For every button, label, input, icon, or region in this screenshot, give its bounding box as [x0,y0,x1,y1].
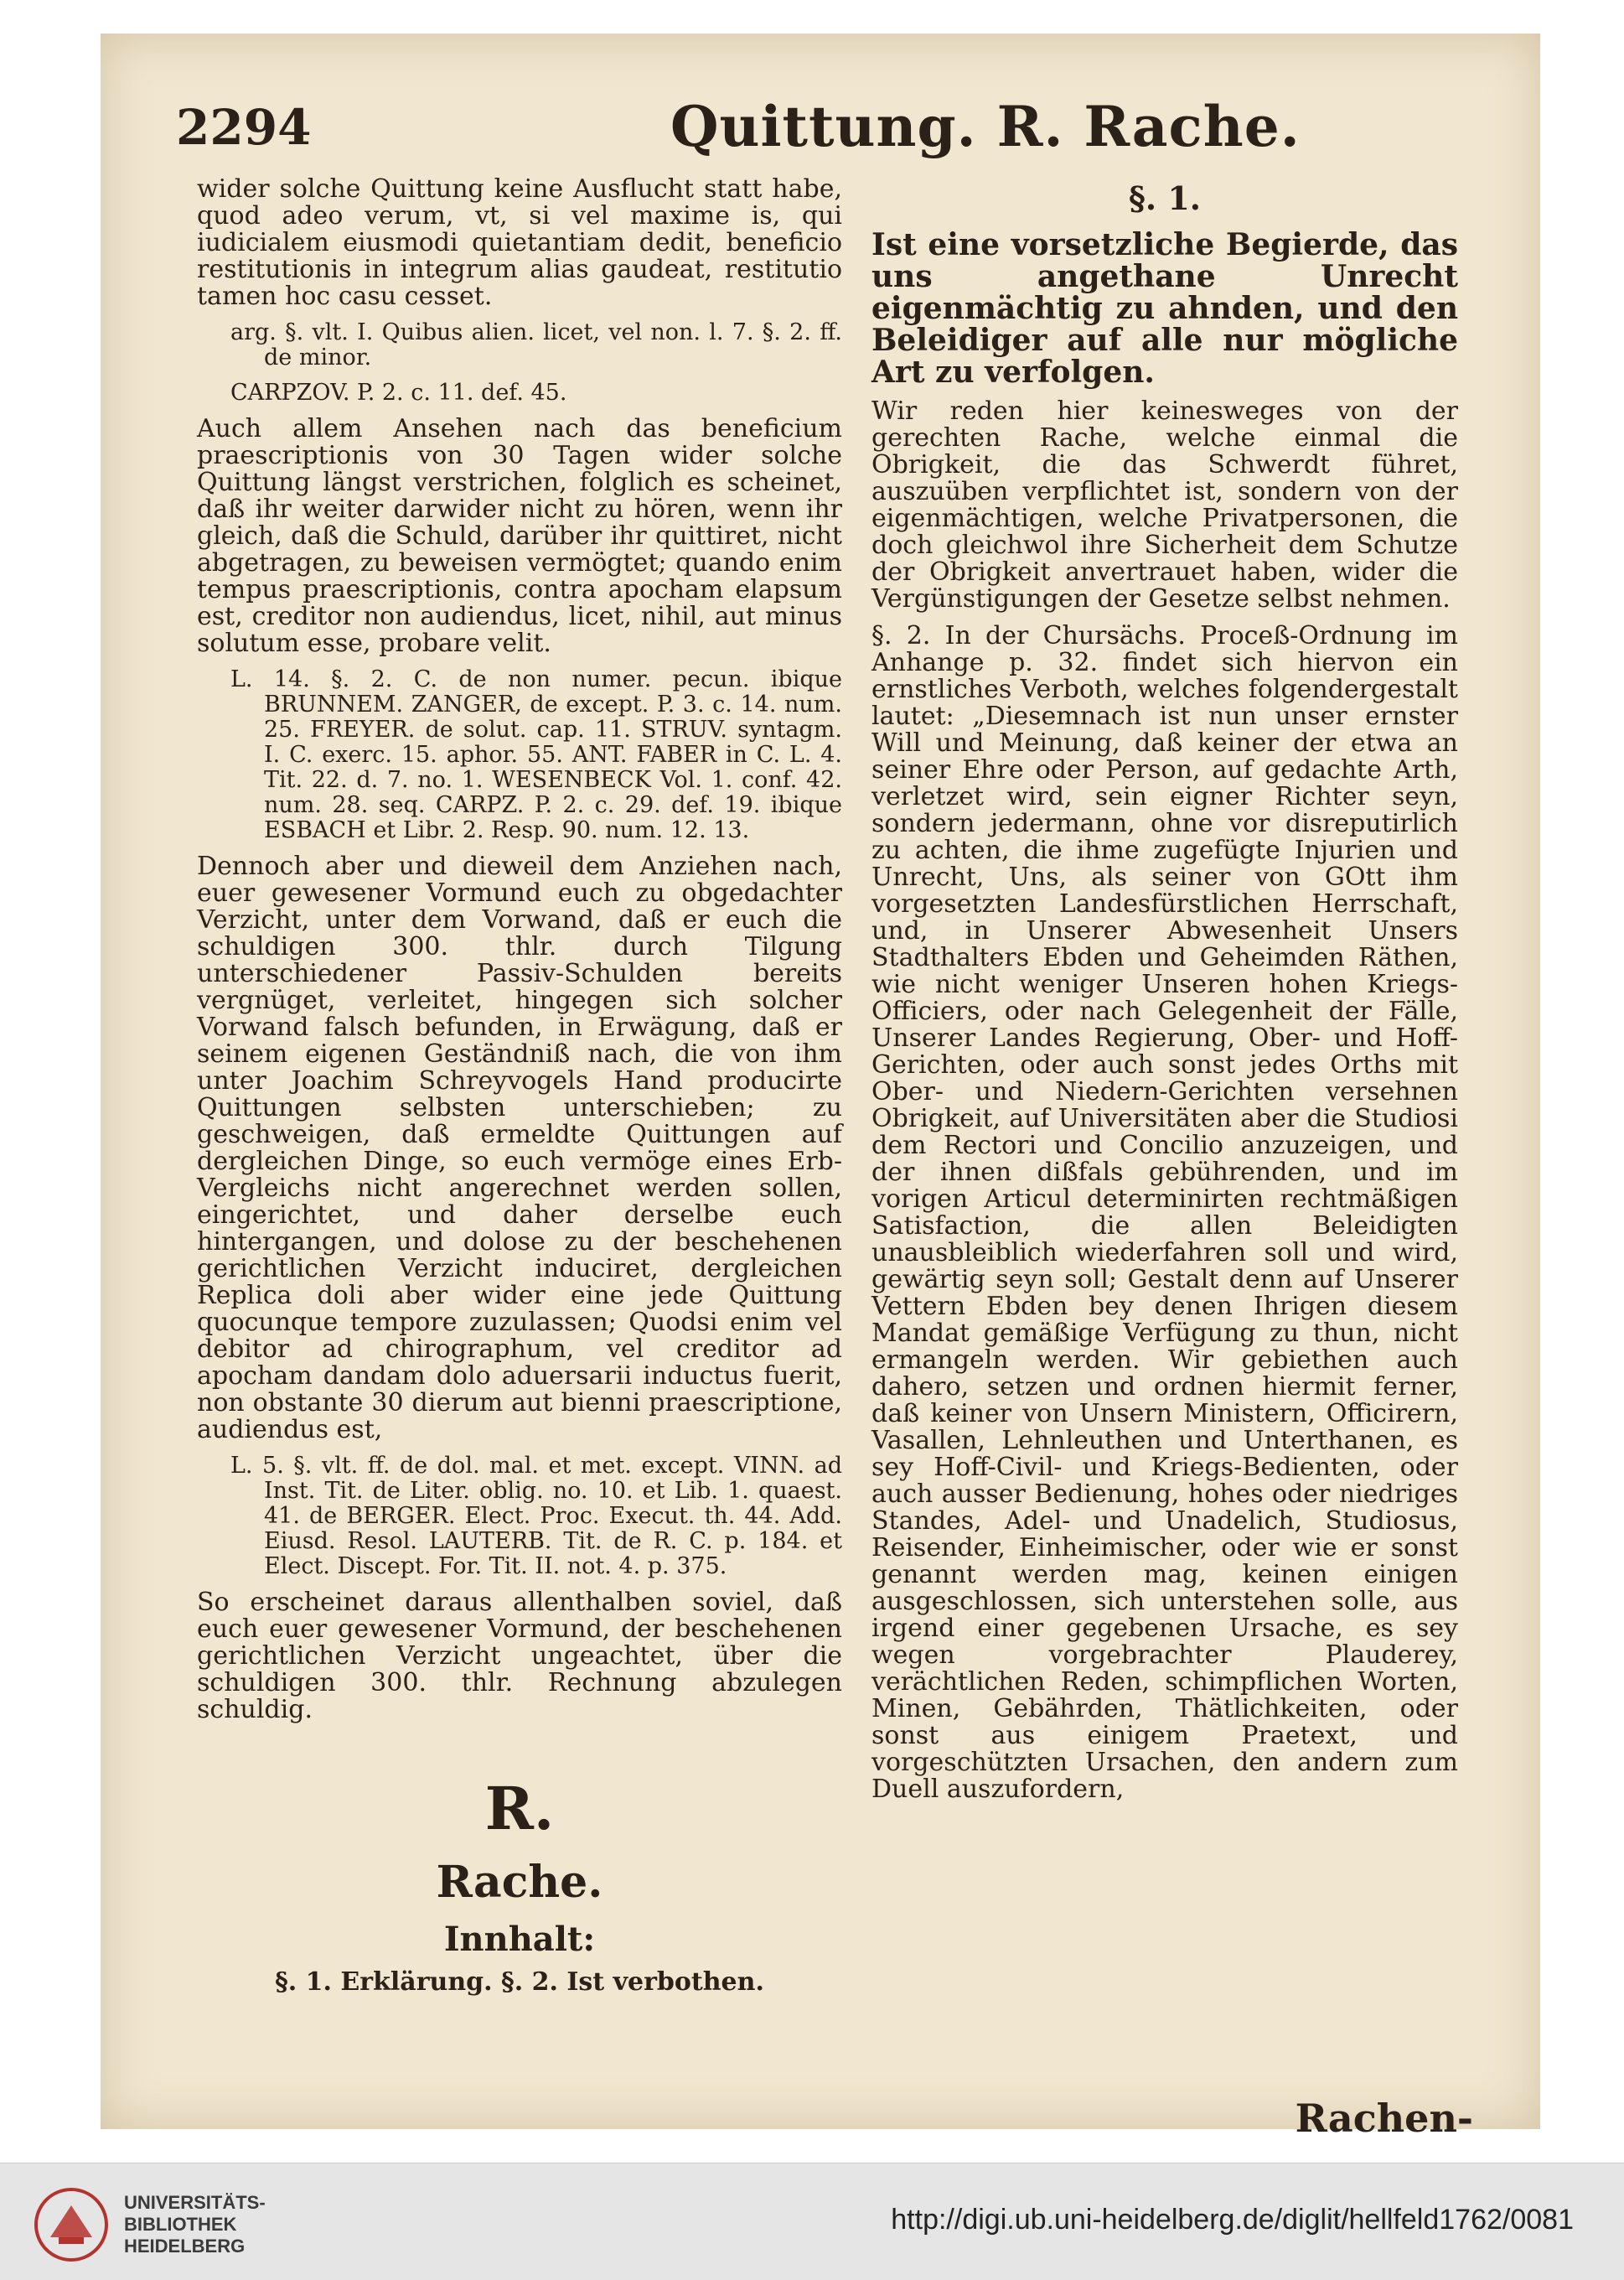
catchword: Rachen- [1295,2096,1473,2141]
entry-title: Rache. [436,1857,603,1908]
page-header: Quittung. R. Rache. [670,94,1301,159]
reference: arg. §. vlt. I. Quibus alien. licet, vel non. l. 7. §. 2. ff. de minor. [230,319,842,370]
section-lead: Ist eine vorsetzliche Begierde, das uns angethane Unrecht eigenmächtig zu ahnden, und den Beleidiger auf alle nur mögliche Art zu verfolgen. [871,227,1458,390]
paragraph: Auch allem Ansehen nach das beneficium praescriptionis von 30 Tagen wider solche Quittung längst verstrichen, folglich es scheinet, daß ihr weiter darwider nicht zu hören, wenn ihr gleich, daß die Schuld, darüber ihr quittiret, nicht abgetragen, zu beweisen vermögtet; quando enim tempus praescriptionis, contra apocham elapsum est, creditor non audiendus, licet, nihil, aut minus solutum esse, probare velit. [197,414,842,658]
scanned-page [101,34,1540,2141]
paragraph: Dennoch aber und dieweil dem Anziehen nach, euer gewesener Vormund euch zu obgedachter Verzicht, unter dem Vorwand, daß er euch die schuldigen 300. thlr. durch Tilgung unterschiedener Passiv-Schulden bereits vergnüget, verleitet, hingegen sich solcher Vorwand falsch befunden, in Erwägung, daß er seinem eigenen Geständniß nach, die von ihm unter Joachim Schreyvogels Hand producirte Quittungen selbsten unterschieben; zu geschweigen, daß ermeldte Quittungen auf dergleichen Dinge, so euch vermöge eines Erb-Vergleichs nicht angerechnet werden sollen, eingerichtet, und daher derselbe euch hintergangen, und dolose zu der beschehenen gerichtlichen Verzicht induciret, dergleichen Replica doli aber wider eine jede Quittung quocunque tempore zuzulassen; Quodsi enim vel debitor ad chirographum, vel creditor ad apocham dandam dolo aduersarii inductus fuerit, non obstante 30 dierum aut bienni praescriptione, audiendus est, [197,852,842,1444]
contents-heading: Innhalt: [443,1920,596,1959]
library-name-line: UNIVERSITÄTS- [124,2192,266,2213]
section-heading: §. 1. [1128,179,1201,217]
contents-list: §. 1. Erklärung. §. 2. Ist verbothen. [275,1967,764,1997]
left-column [197,176,842,1997]
library-name-line: BIBLIOTHEK [124,2214,237,2235]
library-logo-icon [34,2187,109,2262]
reference: L. 5. §. vlt. ff. de dol. mal. et met. except. VINN. ad Inst. Tit. de Liter. oblig. no. 10. et Lib. 1. quaest. 41. de BERGER. Elect. Proc. Execut. th. 44. Add. Eiusd. Resol. LAUTERB. Tit. de R. C. p. 184. et Elect. Discept. For. Tit. II. not. 4. p. 375. [230,1453,842,1579]
paragraph: §. 2. In der Chursächs. Proceß-Ordnung im Anhange p. 32. findet sich hiervon ein ernstliches Verboth, welches folgendergestalt lautet: „Diesemnach ist nun unser ernster Will und Meinung, daß keiner der etwa an seiner Ehre oder Person, auf gedachte Arth, verletzet wird, sein eigner Richter seyn, sondern jedermann, ohne vor disreputirlich zu achten, die ihme zugefügte Injurien und Unrecht, Uns, als seiner von GOtt ihm vorgesetzten Landesfürstlichen Herrschaft, und, in Unserer Abwesenheit Unsers Stadthalters Ebden und Geheimden Räthen, wie nicht weniger Unseren hohen Kriegs-Officiers, oder nach Gelegenheit der Fälle, Unserer Landes Regierung, Ober- und Hoff-Gerichten, oder auch sonst jedes Orths mit Ober- und Niedern-Gerichten versehnen Obrigkeit, auf Universitäten aber die Studiosi dem Rectori und Concilio anzuzeigen, und der ihnen dißfals gebührenden, und im vorigen Articul determinirten rechtmäßigen Satisfaction, die allen Beleidigten unausbleiblich wiederfahren soll und wird, gewärtig seyn soll; Gestalt denn auf Unserer Vettern Ebden bey denen Ihrigen diesem Mandat gemäßige Verfügung zu thun, nicht ermangeln werden. Wir gebiethen auch dahero, setzen und ordnen hiermit ferner, daß keiner von Unsern Ministern, Officirern, Vasallen, Lehnleuthen und Unterthanen, es sey Hoff-Civil- und Kriegs-Bedienten, oder auch ausser Bedienung, hohes oder niedriges Standes, Adel- und Unadelich, Studiosus, Reisender, Einheimischer, oder wie er sonst genannt werden mag, keinen einigen ausgeschlossen, sich unterstehen solle, aus irgend einer gegebenen Ursache, es sey wegen vorgebrachter Plauderey, verächtlichen Reden, schimpflichen Worten, Minen, Gebährden, Thätlichkeiten, oder sonst aus einigem Praetext, und vorgeschützten Ursachen, den andern zum Duell auszufordern, [871,621,1458,1804]
source-url-link[interactable]: http://digi.ub.uni-heidelberg.de/diglit/hellfeld1762/0081 [891,2204,1574,2236]
page-number: 2294 [176,99,312,156]
paragraph: So erscheinet daraus allenthalben soviel, daß euch euer gewesener Vormund, der beschehenen gerichtlichen Verzicht ungeachtet, über die schuldigen 300. thlr. Rechnung abzulegen schuldig. [197,1588,842,1724]
paragraph: wider solche Quittung keine Ausflucht statt habe, quod adeo verum, vt, si vel maxime is, qui iudicialem eiusmodi quietantiam dedit, beneficio restitutionis in integrum alias gaudeat, restitutio tamen hoc casu cesset. [197,174,842,311]
section-letter: R. [484,1774,555,1843]
library-name [124,2192,266,2257]
viewer-footer [0,2163,1624,2280]
right-column [871,176,1458,1813]
reference: CARPZOV. P. 2. c. 11. def. 45. [230,380,567,406]
paragraph: Wir reden hier keinesweges von der gerechten Rache, welche einmal die Obrigkeit, die das Schwerdt führet, auszuüben verpflichtet ist, sondern von der eigenmächtigen, welche Privatpersonen, die doch gleichwol ihre Sicherheit dem Schutze der Obrigkeit anvertrauet haben, wider die Vergünstigungen der Gesetze selbst nehmen. [871,396,1458,614]
reference: L. 14. §. 2. C. de non numer. pecun. ibique BRUNNEM. ZANGER, de except. P. 3. c. 14. num. 25. FREYER. de solut. cap. 11. STRUV. syntagm. I. C. exerc. 15. aphor. 55. ANT. FABER in C. L. 4. Tit. 22. d. 7. no. 1. WESENBECK Vol. 1. conf. 42. num. 28. seq. CARPZ. P. 2. c. 29. def. 19. ibique ESBACH et Libr. 2. Resp. 90. num. 12. 13. [230,666,842,843]
library-name-line: HEIDELBERG [124,2236,246,2257]
